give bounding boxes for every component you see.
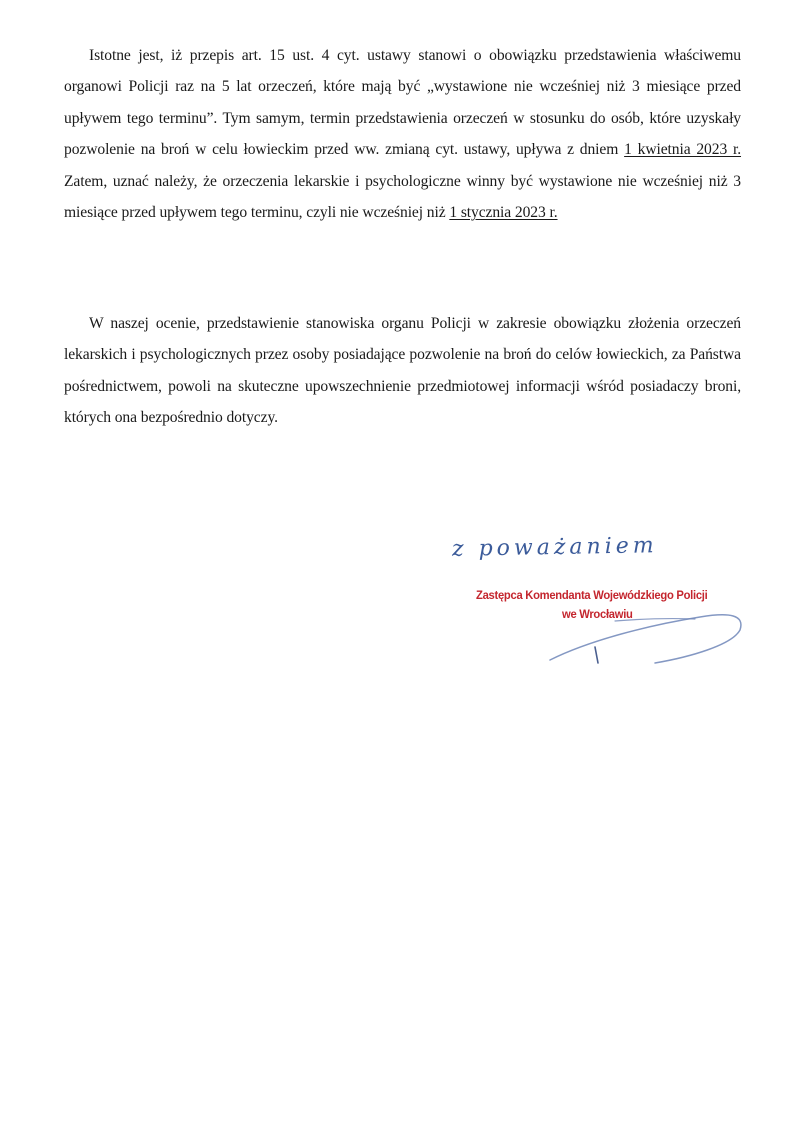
paragraph-2-text: W naszej ocenie, przedstawienie stanowiska organu Policji w zakresie obowiązku złożenia orzeczeń lekarskich i psychologicznych przez osoby posiadające pozwolenie na broń do celów łowieckich, za Państwa pośrednictwem, powoli na skuteczne upowszechnienie przedmiotowej informacji wśród posiadaczy broni, których ona bezpośrednio dotyczy. <box>64 315 741 427</box>
paragraph-1-text-b: Zatem, uznać należy, że orzeczenia lekarskie i psychologiczne winny być wystawione nie wcześniej niż 3 miesiące przed upływem tego terminu, czyli nie wcześniej niż <box>64 172 741 222</box>
date-january-2023: 1 stycznia 2023 r. <box>449 204 558 222</box>
paragraph-2 <box>64 308 741 434</box>
signature-block <box>440 535 760 675</box>
handwritten-note: z poważaniem <box>451 533 658 562</box>
paragraph-1 <box>64 40 741 228</box>
official-stamp-title: Zastępca Komendanta Wojewódzkiego Policji <box>476 588 708 602</box>
signature-scribble <box>440 535 760 675</box>
date-april-2023: 1 kwietnia 2023 r. <box>624 141 742 159</box>
paragraph-1-text-a: Istotne jest, iż przepis art. 15 ust. 4 cyt. ustawy stanowi o obowiązku przedstawienia właściwemu organowi Policji raz na 5 lat orzeczeń, które mają być „wystawione nie wcześniej niż 3 miesiące przed upływem tego terminu”. Tym samym, termin przedstawienia orzeczeń w stosunku do osób, które uzyskały pozwolenie na broń w celu łowieckim przed ww. zmianą cyt. ustawy, upływa z dniem <box>64 47 741 159</box>
official-stamp-location: we Wrocławiu <box>562 607 633 621</box>
